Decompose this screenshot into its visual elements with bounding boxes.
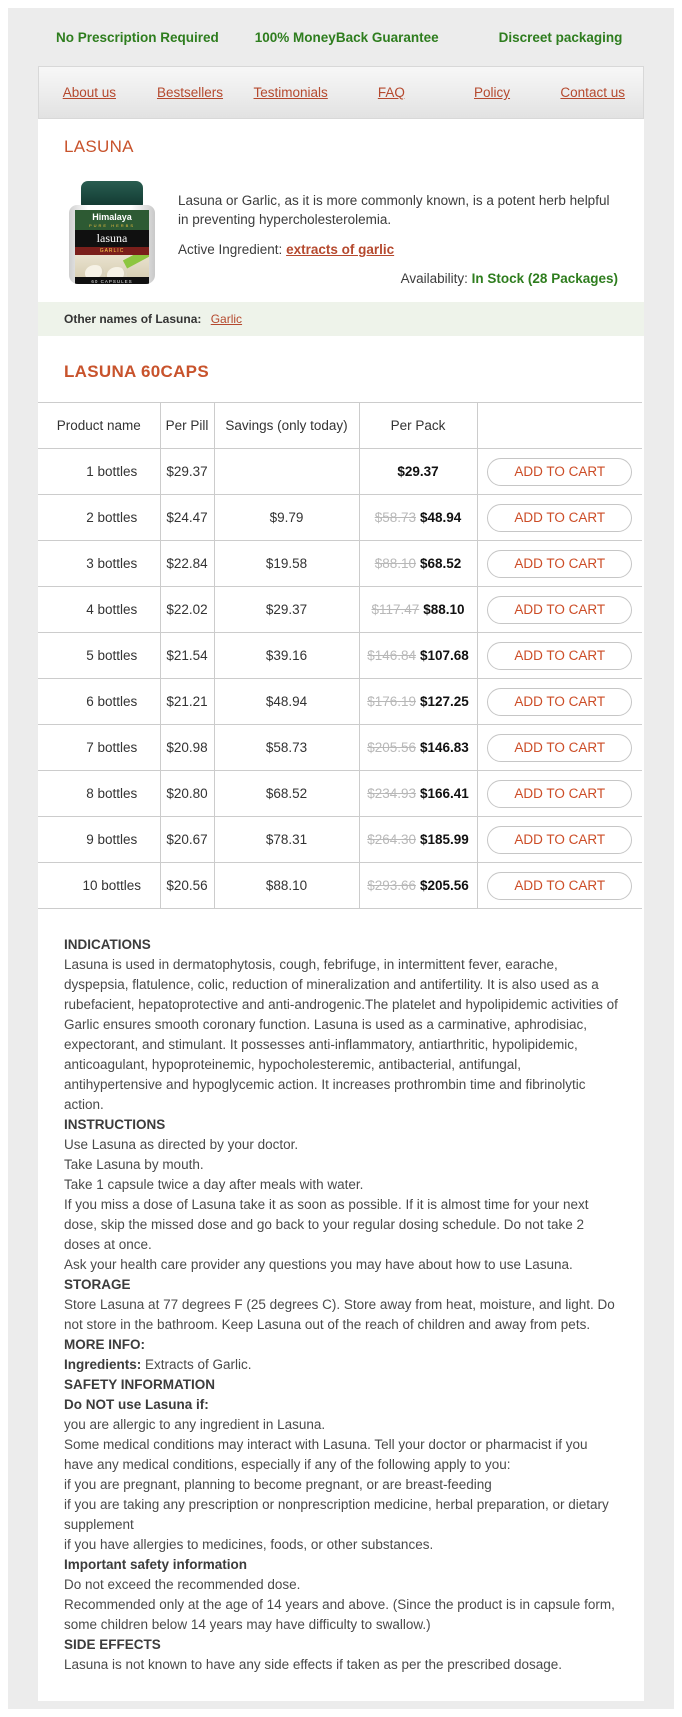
cell-per-pill: $24.47 xyxy=(160,495,214,541)
details-paragraph: you are allergic to any ingredient in Lasuna. xyxy=(64,1417,326,1432)
add-to-cart-button[interactable]: ADD TO CART xyxy=(487,504,632,532)
cell-savings: $29.37 xyxy=(214,587,359,633)
product-overview xyxy=(64,181,618,286)
current-price: $107.68 xyxy=(420,648,469,663)
details-heading: Do NOT use Lasuna if: xyxy=(64,1397,209,1412)
cell-action xyxy=(477,771,642,817)
page-container xyxy=(8,8,674,1709)
table-row xyxy=(38,817,642,863)
add-to-cart-button[interactable]: ADD TO CART xyxy=(487,872,632,900)
content-card xyxy=(38,119,644,1701)
main-nav xyxy=(38,66,644,119)
cell-action xyxy=(477,587,642,633)
cell-savings: $39.16 xyxy=(214,633,359,679)
details-paragraph: if you are pregnant, planning to become pregnant, or are breast-feeding xyxy=(64,1477,492,1492)
add-to-cart-button[interactable]: ADD TO CART xyxy=(487,826,632,854)
details-paragraph: Store Lasuna at 77 degrees F (25 degrees C). Store away from heat, moisture, and light. Do not store in the bathroom. Keep Lasuna out of the reach of children and away from pets. xyxy=(64,1297,615,1332)
cell-per-pack xyxy=(359,817,477,863)
details-paragraph: Lasuna is used in dermatophytosis, cough, febrifuge, in intermittent fever, earache, dyspepsia, flatulence, colic, reduction of mineralization and antifertility. It is also used as a rubefacient, hepatoprotective and anti-androgenic.The platelet and hypolipidemic activities of Garlic ensures smooth coronary function. Lasuna is used as a carminative, aphrodisiac, expectorant, and stimulant. It possesses anti-inflammatory, antiarthritic, hypolipidemic, anticoagulant, hypoproteinemic, hypocholesteremic, antibacterial, antifungal, antihypertensive and hypoglycemic action. It increases prothrombin time and fibrinolytic action. xyxy=(64,957,618,1112)
nav-link-faq[interactable]: FAQ xyxy=(377,85,405,100)
old-price: $146.84 xyxy=(367,648,416,663)
cell-product-name: 8 bottles xyxy=(38,771,160,817)
cell-product-name: 7 bottles xyxy=(38,725,160,771)
price-table-body xyxy=(38,449,642,909)
add-to-cart-button[interactable]: ADD TO CART xyxy=(487,780,632,808)
nav-link-testimonials[interactable]: Testimonials xyxy=(253,85,328,100)
current-price: $29.37 xyxy=(397,464,439,479)
details-heading: SIDE EFFECTS xyxy=(64,1637,161,1652)
table-row xyxy=(38,679,642,725)
benefit-item: Discreet packaging xyxy=(498,29,623,45)
nav-link-about-us[interactable]: About us xyxy=(62,85,116,100)
cell-per-pill: $21.21 xyxy=(160,679,214,725)
other-names-label: Other names of Lasuna: xyxy=(64,312,202,326)
cell-per-pack xyxy=(359,679,477,725)
cell-action xyxy=(477,725,642,771)
cell-savings: $78.31 xyxy=(214,817,359,863)
cell-per-pack xyxy=(359,541,477,587)
product-image xyxy=(68,181,156,286)
cell-action xyxy=(477,679,642,725)
old-price: $264.30 xyxy=(367,832,416,847)
availability-status: In Stock (28 Packages) xyxy=(471,271,618,286)
bottle-cap xyxy=(81,181,143,206)
details-paragraph: Recommended only at the age of 14 years and above. (Since the product is in capsule form, some children below 14 years may have difficulty to swallow.) xyxy=(64,1597,615,1632)
active-ingredient-line xyxy=(178,242,618,257)
cell-per-pill: $20.98 xyxy=(160,725,214,771)
bottle-caps-count: 60 CAPSULES xyxy=(75,277,149,284)
cell-per-pack xyxy=(359,633,477,679)
benefit-item: 100% MoneyBack Guarantee xyxy=(254,29,439,45)
details-lead-label: Ingredients: xyxy=(64,1357,142,1372)
current-price: $48.94 xyxy=(420,510,462,525)
add-to-cart-button[interactable]: ADD TO CART xyxy=(487,550,632,578)
cell-savings: $58.73 xyxy=(214,725,359,771)
other-names-link[interactable]: Garlic xyxy=(210,312,243,326)
cell-action xyxy=(477,817,642,863)
current-price: $68.52 xyxy=(420,556,462,571)
benefit-item: No Prescription Required xyxy=(56,29,219,45)
cell-per-pack xyxy=(359,863,477,909)
column-header xyxy=(477,403,642,449)
cell-savings xyxy=(214,449,359,495)
current-price: $127.25 xyxy=(420,694,469,709)
cell-per-pill: $22.02 xyxy=(160,587,214,633)
cell-per-pill: $20.56 xyxy=(160,863,214,909)
details-heading: Important safety information xyxy=(64,1557,248,1572)
product-description: Lasuna or Garlic, as it is more commonly known, is a potent herb helpful in preventing hypercholesterolemia. xyxy=(178,193,610,227)
column-header: Product name xyxy=(38,403,160,449)
table-row xyxy=(38,633,642,679)
cell-action xyxy=(477,633,642,679)
old-price: $234.93 xyxy=(367,786,416,801)
cell-savings: $9.79 xyxy=(214,495,359,541)
cell-action xyxy=(477,541,642,587)
details-paragraph: Take Lasuna by mouth. xyxy=(64,1157,204,1172)
cell-product-name: 5 bottles xyxy=(38,633,160,679)
cell-product-name: 4 bottles xyxy=(38,587,160,633)
benefits-bar xyxy=(8,8,674,66)
bottle-brand: Himalaya xyxy=(75,210,149,222)
details-paragraph: Lasuna is not known to have any side effects if taken as per the prescribed dosage. xyxy=(64,1657,563,1672)
old-price: $117.47 xyxy=(371,602,420,617)
active-ingredient-label: Active Ingredient: xyxy=(178,242,283,257)
cell-savings: $68.52 xyxy=(214,771,359,817)
cell-per-pack xyxy=(359,587,477,633)
bottle-sub-brand: PURE HERBS xyxy=(75,222,149,230)
cell-savings: $48.94 xyxy=(214,679,359,725)
old-price: $176.19 xyxy=(367,694,416,709)
details-heading: MORE INFO: xyxy=(64,1337,145,1352)
old-price: $58.73 xyxy=(374,510,416,525)
details-paragraph: Ingredients: Extracts of Garlic. xyxy=(64,1357,252,1372)
old-price: $205.56 xyxy=(367,740,416,755)
details-heading: INSTRUCTIONS xyxy=(64,1117,166,1132)
table-row xyxy=(38,771,642,817)
nav-link-contact-us[interactable]: Contact us xyxy=(560,85,625,100)
price-table-header-row xyxy=(38,403,642,449)
cell-per-pill: $20.80 xyxy=(160,771,214,817)
cell-product-name: 1 bottles xyxy=(38,449,160,495)
current-price: $88.10 xyxy=(423,602,465,617)
bottle-variant: GARLIC xyxy=(75,247,149,255)
cell-savings: $88.10 xyxy=(214,863,359,909)
cell-action xyxy=(477,863,642,909)
table-row xyxy=(38,541,642,587)
details-paragraph: If you miss a dose of Lasuna take it as soon as possible. If it is almost time for your next dose, skip the missed dose and go back to your regular dosing schedule. Do not take 2 doses at once. xyxy=(64,1197,589,1252)
cell-per-pack xyxy=(359,449,477,495)
cell-per-pill: $20.67 xyxy=(160,817,214,863)
details-heading: INDICATIONS xyxy=(64,937,151,952)
add-to-cart-button[interactable]: ADD TO CART xyxy=(487,458,632,486)
other-names-strip xyxy=(38,302,644,336)
cell-per-pack xyxy=(359,771,477,817)
bottle-body xyxy=(69,205,155,284)
details-heading: STORAGE xyxy=(64,1277,131,1292)
cell-product-name: 6 bottles xyxy=(38,679,160,725)
pricing-heading: LASUNA 60CAPS xyxy=(64,362,209,381)
cell-action xyxy=(477,449,642,495)
current-price: $166.41 xyxy=(420,786,469,801)
old-price: $88.10 xyxy=(374,556,416,571)
availability-line xyxy=(178,271,618,286)
bottle-product-name: lasuna xyxy=(75,230,149,247)
details-heading: SAFETY INFORMATION xyxy=(64,1377,215,1392)
details-paragraph: Ask your health care provider any questions you may have about how to use Lasuna. xyxy=(64,1257,573,1272)
product-details xyxy=(64,935,618,1675)
price-table xyxy=(38,402,642,909)
cell-product-name: 2 bottles xyxy=(38,495,160,541)
cell-action xyxy=(477,495,642,541)
cell-product-name: 10 bottles xyxy=(38,863,160,909)
old-price: $293.66 xyxy=(367,878,416,893)
cell-product-name: 9 bottles xyxy=(38,817,160,863)
table-row xyxy=(38,863,642,909)
page-title: LASUNA xyxy=(64,137,134,156)
cell-per-pill: $21.54 xyxy=(160,633,214,679)
details-paragraph: if you have allergies to medicines, foods, or other substances. xyxy=(64,1537,434,1552)
column-header: Savings (only today) xyxy=(214,403,359,449)
active-ingredient-link[interactable]: extracts of garlic xyxy=(286,242,395,257)
cell-savings: $19.58 xyxy=(214,541,359,587)
bottle-illustration xyxy=(68,181,156,284)
column-header: Per Pack xyxy=(359,403,477,449)
add-to-cart-button[interactable]: ADD TO CART xyxy=(487,688,632,716)
bottle-garlic-art xyxy=(75,255,149,277)
cell-per-pill: $29.37 xyxy=(160,449,214,495)
table-row xyxy=(38,725,642,771)
current-price: $185.99 xyxy=(420,832,469,847)
cell-per-pack xyxy=(359,495,477,541)
table-row xyxy=(38,587,642,633)
add-to-cart-button[interactable]: ADD TO CART xyxy=(487,642,632,670)
nav-link-bestsellers[interactable]: Bestsellers xyxy=(156,85,224,100)
table-row xyxy=(38,449,642,495)
availability-label: Availability: xyxy=(400,271,468,286)
current-price: $205.56 xyxy=(420,878,469,893)
column-header: Per Pill xyxy=(160,403,214,449)
cell-per-pill: $22.84 xyxy=(160,541,214,587)
details-paragraph: Use Lasuna as directed by your doctor. xyxy=(64,1137,299,1152)
cell-per-pack xyxy=(359,725,477,771)
cell-product-name: 3 bottles xyxy=(38,541,160,587)
add-to-cart-button[interactable]: ADD TO CART xyxy=(487,734,632,762)
details-paragraph: if you are taking any prescription or nonprescription medicine, herbal preparation, or dietary supplement xyxy=(64,1497,609,1532)
details-paragraph: Take 1 capsule twice a day after meals with water. xyxy=(64,1177,364,1192)
details-paragraph: Do not exceed the recommended dose. xyxy=(64,1577,301,1592)
nav-link-policy[interactable]: Policy xyxy=(474,85,511,100)
add-to-cart-button[interactable]: ADD TO CART xyxy=(487,596,632,624)
current-price: $146.83 xyxy=(420,740,469,755)
details-paragraph: Some medical conditions may interact with Lasuna. Tell your doctor or pharmacist if you have any medical conditions, especially if any of the following apply to you: xyxy=(64,1437,588,1472)
table-row xyxy=(38,495,642,541)
